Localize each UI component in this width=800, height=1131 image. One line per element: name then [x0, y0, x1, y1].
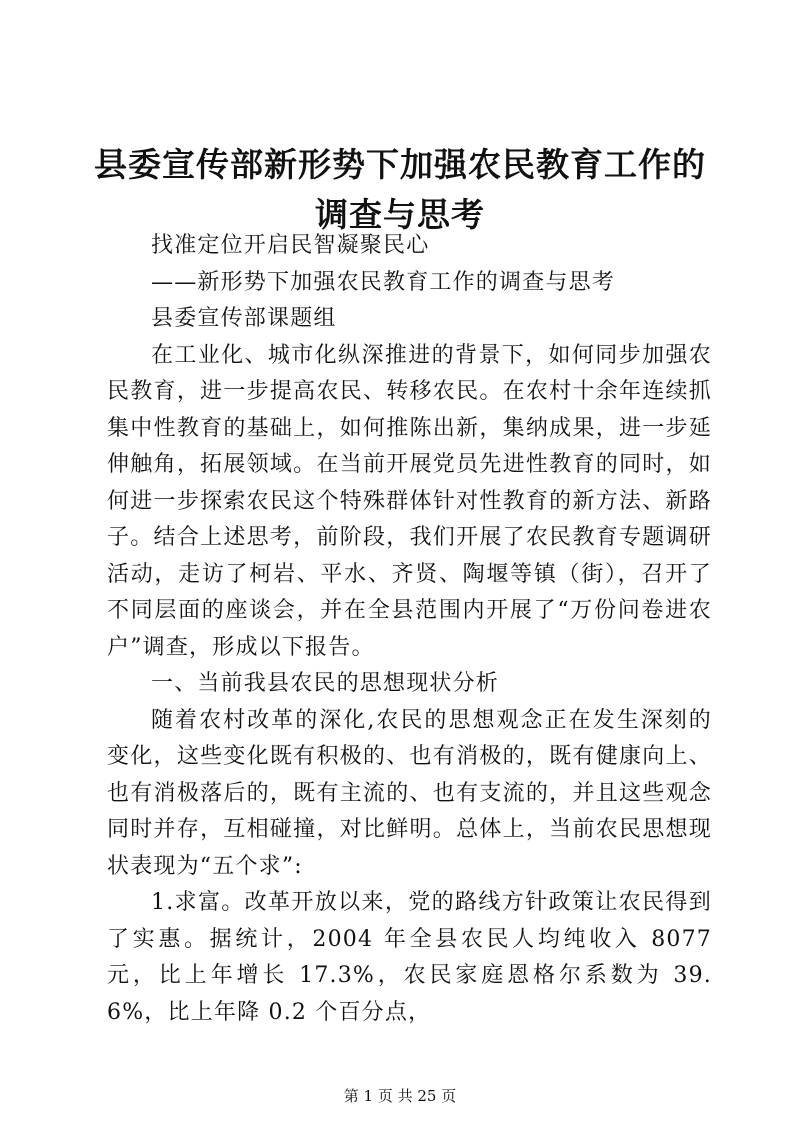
section-heading: 一、当前我县农民的思想现状分析: [151, 671, 500, 696]
page-number-footer: 第 1 页 共 25 页: [343, 1087, 457, 1105]
subtitle-line: 找准定位开启民智凝聚民心: [151, 233, 430, 258]
point-one-paragraph: 1.求富。改革开放以来，党的路线方针政策让农民得到了实惠。据统计，2004 年全县农民人均纯收入 8077 元，比上年增长 17.3%，农民家庭恩格尔系数为 39.6%，比上年降 0.2 个百分点，: [107, 890, 712, 1025]
document-body: [107, 228, 712, 1031]
document-title: 县委宣传部新形势下加强农民教育工作的调查与思考: [94, 145, 706, 234]
analysis-paragraph: 随着农村改革的深化,农民的思想观念正在发生深刻的变化，这些变化既有积极的、也有消极的，既有健康向上、也有消极落后的，既有主流的、也有支流的，并且这些观念同时并存，互相碰撞，对比鲜明。总体上，当前农民思想现状表现为“五个求”:: [107, 707, 712, 879]
subtitle-subline: ——新形势下加强农民教育工作的调查与思考: [151, 269, 616, 295]
author-line: 县委宣传部课题组: [151, 306, 337, 331]
intro-paragraph: 在工业化、城市化纵深推进的背景下，如何同步加强农民教育，进一步提高农民、转移农民。在农村十余年连续抓集中性教育的基础上，如何推陈出新，集纳成果，进一步延伸触角，拓展领域。在当前开展党员先进性教育的同时，如何进一步探索农民这个特殊群体针对性教育的新方法、新路子。结合上述思考，前阶段，我们开展了农民教育专题调研活动，走访了柯岩、平水、齐贤、陶堰等镇（街），召开了不同层面的座谈会，并在全县范围内开展了“万份问卷进农户”调查，形成以下报告。: [107, 342, 712, 660]
